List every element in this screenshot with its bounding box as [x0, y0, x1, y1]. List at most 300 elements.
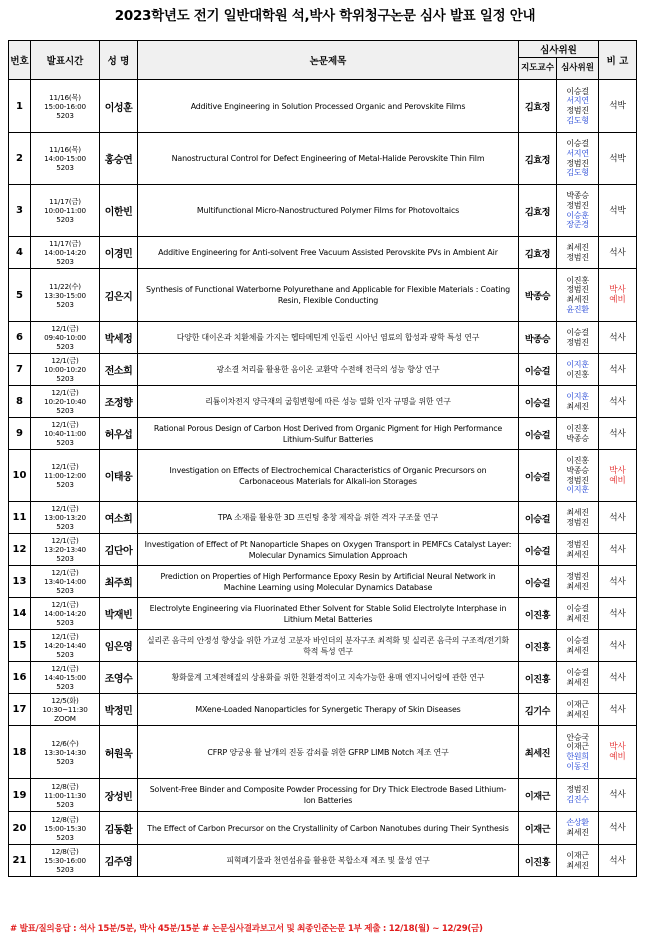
presentation-hours: 13:00-13:20 [44, 513, 86, 522]
student-name: 홍승연 [100, 133, 138, 185]
remark-text: 석사 [609, 672, 626, 683]
student-name: 박재빈 [100, 598, 138, 630]
thesis-title: Nanostructural Control for Defect Engineering of Metal-Halide Perovskite Thin Film [138, 133, 519, 185]
committee-members [557, 322, 599, 354]
committee-member: 박종승 [566, 432, 589, 443]
row-number: 11 [9, 502, 31, 534]
thesis-title: Multifunctional Micro-Nanostructured Polymer Films for Photovoltaics [138, 185, 519, 237]
row-number: 9 [9, 418, 31, 450]
thesis-title: Investigation of Effect of Pt Nanoparticle Shapes on Oxygen Transport in PEMFCs Catalyst Layer: Molecular Dynamics Simulation Approach [138, 534, 519, 566]
presentation-date: 12/6(수) [51, 738, 79, 748]
presentation-time [31, 694, 100, 726]
table-row [9, 726, 637, 779]
remark [599, 450, 637, 502]
row-number: 15 [9, 630, 31, 662]
presentation-time [31, 322, 100, 354]
committee-member: 안승국 [566, 731, 589, 742]
student-name: 여소희 [100, 502, 138, 534]
remark-text: 예비 [609, 295, 626, 305]
thesis-title: TPA 소재를 활용한 3D 프린팅 충창 제작을 위한 격자 구조물 연구 [138, 502, 519, 534]
thesis-title: 다양한 대이온과 치환체를 가지는 헵타메틴계 인돌린 시아닌 염료의 합성과 광학 특성 연구 [138, 322, 519, 354]
thesis-title: Electrolyte Engineering via Fluorinated Ether Solvent for Stable Solid Electrolyte Interphase in Lithium Metal Batteries [138, 598, 519, 630]
presentation-hours: 13:30-14:30 [44, 747, 86, 757]
presentation-time [31, 80, 100, 133]
presentation-time [31, 630, 100, 662]
header-name: 성 명 [100, 41, 138, 80]
committee-member: 정범진 [566, 284, 589, 295]
remark-text: 석사 [609, 512, 626, 523]
thesis-title: Prediction on Properties of High Performance Epoxy Resin by Artificial Neural Network in Machine Learning using Molecular Dynamics Database [138, 566, 519, 598]
student-name: 김주영 [100, 845, 138, 877]
page-title: 2023학년도 전기 일반대학원 석,박사 학위청구논문 심사 발표 일정 안내 [114, 8, 536, 24]
header-time: 발표시간 [31, 41, 100, 80]
committee-member: 정범진 [566, 157, 589, 168]
presentation-room: 5203 [56, 865, 74, 874]
presentation-date: 12/1(금) [51, 420, 79, 429]
committee-member: 이승걸 [566, 602, 589, 613]
table-row [9, 694, 637, 726]
presentation-room: 5203 [56, 480, 74, 489]
committee-members [557, 450, 599, 502]
row-number: 2 [9, 133, 31, 185]
table-row [9, 598, 637, 630]
presentation-date: 12/1(금) [51, 462, 79, 471]
advisor-name: 이재근 [519, 812, 557, 845]
presentation-time [31, 502, 100, 534]
presentation-room: 5203 [56, 163, 74, 172]
committee-member: 박종승 [566, 464, 589, 475]
presentation-hours: 13:20-13:40 [44, 545, 86, 554]
table-row [9, 322, 637, 354]
presentation-room: 5203 [56, 756, 74, 766]
committee-member: 최세진 [566, 644, 589, 655]
presentation-date: 12/8(금) [51, 814, 79, 824]
thesis-title: Investigation on Effects of Electrochemical Characteristics of Organic Precursors on Carbonaceous Materials for Alkali-ion Storages [138, 450, 519, 502]
presentation-room: 5203 [56, 110, 74, 120]
committee-member: 이승걸 [566, 138, 589, 149]
presentation-date: 11/16(목) [49, 92, 81, 102]
schedule-rows [9, 80, 637, 877]
committee-member: 장준경 [566, 219, 589, 230]
presentation-room: 5203 [56, 342, 74, 351]
thesis-title: Additive Engineering for Anti-solvent Free Vacuum Assisted Perovskite PVs in Ambient Air [138, 237, 519, 269]
remark [599, 845, 637, 877]
committee-member: 윤진환 [566, 303, 589, 314]
remark [599, 566, 637, 598]
advisor-name: 이승걸 [519, 502, 557, 534]
presentation-date: 12/1(금) [51, 356, 79, 365]
committee-members [557, 726, 599, 779]
advisor-name: 이승걸 [519, 534, 557, 566]
thesis-title: MXene-Loaded Nanoparticles for Synergetic Therapy of Skin Diseases [138, 694, 519, 726]
committee-members [557, 80, 599, 133]
committee-member: 이승걸 [566, 666, 589, 677]
presentation-date: 12/1(금) [51, 536, 79, 545]
presentation-time [31, 269, 100, 322]
committee-members [557, 566, 599, 598]
presentation-date: 12/5(화) [51, 696, 79, 705]
table-row [9, 269, 637, 322]
remark [599, 133, 637, 185]
row-number: 6 [9, 322, 31, 354]
presentation-date: 12/1(금) [51, 388, 79, 397]
presentation-date: 12/1(금) [51, 504, 79, 513]
student-name: 조영수 [100, 662, 138, 694]
student-name: 임은영 [100, 630, 138, 662]
remark [599, 322, 637, 354]
presentation-room: 5203 [56, 832, 74, 842]
presentation-room: 5203 [56, 299, 74, 309]
advisor-name: 이승걸 [519, 418, 557, 450]
remark-text: 석사 [609, 790, 626, 800]
committee-member: 이진홍 [566, 455, 589, 466]
student-name: 장성빈 [100, 779, 138, 812]
committee-member: 정범진 [566, 570, 589, 581]
student-name: 박세정 [100, 322, 138, 354]
committee-member: 박종승 [566, 190, 589, 201]
committee-member: 최세진 [566, 676, 589, 687]
row-number: 5 [9, 269, 31, 322]
presentation-time [31, 354, 100, 386]
table-row [9, 450, 637, 502]
committee-member: 이재근 [566, 698, 589, 709]
committee-member: 이지훈 [566, 484, 589, 495]
advisor-name: 김효정 [519, 185, 557, 237]
student-name: 이성훈 [100, 80, 138, 133]
header-members: 심사위원 [557, 58, 599, 80]
committee-members [557, 418, 599, 450]
presentation-room: 5203 [56, 374, 74, 383]
header-remark: 비 고 [599, 41, 637, 80]
remark-text: 석사 [609, 428, 626, 439]
presentation-time [31, 566, 100, 598]
thesis-title: CFRP 양궁용 활 날개의 진동 감쇠를 위한 GFRP LIMB Notch 제조 연구 [138, 726, 519, 779]
table-row [9, 502, 637, 534]
committee-member: 이승걸 [566, 634, 589, 645]
presentation-hours: 14:00-14:20 [44, 248, 86, 257]
presentation-room: 5203 [56, 682, 74, 691]
presentation-hours: 14:00-14:20 [44, 609, 86, 618]
presentation-date: 11/16(목) [49, 145, 81, 154]
remark-text: 석사 [609, 332, 626, 343]
advisor-name: 최세진 [519, 726, 557, 779]
committee-member: 이승걸 [566, 85, 589, 96]
presentation-time [31, 237, 100, 269]
presentation-room: 5203 [56, 215, 74, 224]
committee-members [557, 812, 599, 845]
table-row [9, 534, 637, 566]
committee-member: 정범진 [566, 516, 589, 527]
presentation-time [31, 598, 100, 630]
table-row [9, 133, 637, 185]
committee-member: 최세진 [566, 708, 589, 719]
table-row [9, 630, 637, 662]
committee-member: 한원희 [566, 751, 589, 761]
thesis-title: Rational Porous Design of Carbon Host Derived from Organic Pigment for High Performance Lithium-Sulfur Batteries [138, 418, 519, 450]
presentation-room: 5203 [56, 522, 74, 531]
presentation-hours: 14:40-15:00 [44, 673, 86, 682]
table-row [9, 80, 637, 133]
committee-member: 정범진 [566, 251, 589, 262]
remark-text: 석사 [609, 704, 626, 715]
committee-member: 최세진 [566, 859, 589, 870]
committee-member: 최세진 [566, 241, 589, 252]
row-number: 4 [9, 237, 31, 269]
committee-member: 최세진 [566, 548, 589, 559]
advisor-name: 이진홍 [519, 845, 557, 877]
presentation-hours: 14:00-15:00 [44, 154, 86, 163]
committee-members [557, 662, 599, 694]
presentation-hours: 09:40-10:00 [44, 333, 86, 342]
remark [599, 502, 637, 534]
remark [599, 662, 637, 694]
student-name: 조정향 [100, 386, 138, 418]
advisor-name: 이진홍 [519, 598, 557, 630]
committee-members [557, 386, 599, 418]
committee-members [557, 237, 599, 269]
header-no: 번호 [9, 41, 31, 80]
presentation-room: ZOOM [54, 714, 76, 723]
committee-members [557, 534, 599, 566]
presentation-time [31, 386, 100, 418]
row-number: 8 [9, 386, 31, 418]
student-name: 이경민 [100, 237, 138, 269]
committee-members [557, 630, 599, 662]
presentation-hours: 10:40-11:00 [44, 429, 86, 438]
advisor-name: 이재근 [519, 779, 557, 812]
committee-member: 이재근 [566, 849, 589, 860]
row-number: 1 [9, 80, 31, 133]
table-row [9, 386, 637, 418]
presentation-hours: 13:40-14:00 [44, 577, 86, 586]
remark [599, 418, 637, 450]
student-name: 김은지 [100, 269, 138, 322]
row-number: 17 [9, 694, 31, 726]
advisor-name: 이승걸 [519, 450, 557, 502]
presentation-time [31, 726, 100, 779]
student-name: 김단아 [100, 534, 138, 566]
remark-text: 석사 [609, 823, 626, 833]
presentation-room: 5203 [56, 438, 74, 447]
presentation-room: 5203 [56, 554, 74, 563]
remark-text: 석사 [609, 640, 626, 651]
advisor-name: 이진홍 [519, 630, 557, 662]
remark [599, 185, 637, 237]
row-number: 21 [9, 845, 31, 877]
committee-members [557, 598, 599, 630]
remark [599, 269, 637, 322]
header-thesis: 논문제목 [138, 41, 519, 80]
row-number: 16 [9, 662, 31, 694]
presentation-time [31, 534, 100, 566]
committee-member: 최세진 [566, 827, 589, 837]
row-number: 10 [9, 450, 31, 502]
presentation-time [31, 185, 100, 237]
advisor-name: 김효정 [519, 133, 557, 185]
committee-member: 이진홍 [566, 274, 589, 285]
thesis-title: Solvent-Free Binder and Composite Powder Processing for Dry Thick Electrode Based Lithium-Ion Batteries [138, 779, 519, 812]
committee-member: 김도형 [566, 114, 589, 125]
presentation-room: 5203 [56, 799, 74, 809]
row-number: 20 [9, 812, 31, 845]
committee-member: 서지연 [566, 95, 589, 106]
presentation-time [31, 845, 100, 877]
presentation-hours: 10:20-10:40 [44, 397, 86, 406]
advisor-name: 김효정 [519, 80, 557, 133]
committee-member: 정범진 [566, 336, 589, 347]
committee-member: 최세진 [566, 612, 589, 623]
remark-text: 박사 [609, 285, 626, 295]
presentation-date: 12/1(금) [51, 324, 79, 333]
committee-member: 이승훈 [566, 209, 589, 220]
advisor-name: 박종승 [519, 322, 557, 354]
remark [599, 812, 637, 845]
remark [599, 779, 637, 812]
presentation-date: 11/17(금) [49, 197, 81, 206]
presentation-hours: 11:00-12:00 [44, 471, 86, 480]
remark-text: 석사 [609, 608, 626, 619]
remark-text: 석박 [609, 101, 626, 111]
thesis-title: 리튬이차전지 양극재의 굽힘변형에 따른 성능 열화 인자 규명을 위한 연구 [138, 386, 519, 418]
table-row [9, 812, 637, 845]
presentation-room: 5203 [56, 650, 74, 659]
thesis-title: 광소결 처리를 활용한 음이온 교환막 수전해 전극의 성능 향상 연구 [138, 354, 519, 386]
footer-note: # 발표/질의응답 : 석사 15분/5분, 박사 45분/15분 # 논문심사결과보고서 및 최종인준논문 1부 제출 : 12/18(월) ~ 12/29(금) [10, 924, 483, 934]
row-number: 7 [9, 354, 31, 386]
remark-text: 석사 [609, 576, 626, 587]
committee-member: 이승걸 [566, 326, 589, 337]
committee-members [557, 269, 599, 322]
presentation-room: 5203 [56, 406, 74, 415]
presentation-hours: 14:20-14:40 [44, 641, 86, 650]
presentation-hours: 10:00-11:00 [44, 206, 86, 215]
presentation-room: 5203 [56, 586, 74, 595]
presentation-hours: 10:30~11:30 [42, 705, 88, 714]
row-number: 18 [9, 726, 31, 779]
committee-member: 이동진 [566, 760, 589, 771]
advisor-name: 이승걸 [519, 354, 557, 386]
presentation-time [31, 133, 100, 185]
committee-member: 이진홍 [566, 368, 589, 379]
student-name: 김동환 [100, 812, 138, 845]
header-committee: 심사위원 [519, 41, 599, 58]
schedule-table [8, 40, 637, 877]
presentation-date: 12/1(금) [51, 632, 79, 641]
table-row [9, 237, 637, 269]
committee-members [557, 502, 599, 534]
committee-members [557, 133, 599, 185]
presentation-room: 5203 [56, 618, 74, 627]
presentation-room: 5203 [56, 257, 74, 266]
remark-text: 예비 [609, 752, 626, 762]
presentation-hours: 10:00-10:20 [44, 365, 86, 374]
thesis-title: Additive Engineering in Solution Processed Organic and Perovskite Films [138, 80, 519, 133]
remark-text: 예비 [609, 475, 626, 486]
header-advisor: 지도교수 [519, 58, 557, 80]
committee-member: 정범진 [566, 199, 589, 210]
advisor-name: 김기수 [519, 694, 557, 726]
table-row [9, 845, 637, 877]
thesis-title: Synthesis of Functional Waterborne Polyurethane and Applicable for Flexible Materials : Coating Resin, Flexible Conducting [138, 269, 519, 322]
presentation-date: 11/22(수) [49, 281, 81, 291]
remark [599, 694, 637, 726]
remark-text: 석사 [609, 364, 626, 375]
remark [599, 598, 637, 630]
student-name: 최주희 [100, 566, 138, 598]
student-name: 박정민 [100, 694, 138, 726]
table-row [9, 779, 637, 812]
table-row [9, 418, 637, 450]
remark-text: 박사 [609, 742, 626, 752]
presentation-time [31, 418, 100, 450]
committee-member: 정범진 [566, 474, 589, 485]
advisor-name: 박종승 [519, 269, 557, 322]
presentation-date: 12/8(금) [51, 781, 79, 791]
presentation-hours: 15:00-15:30 [44, 823, 86, 833]
remark-text: 박사 [609, 465, 626, 476]
student-name: 이태웅 [100, 450, 138, 502]
committee-member: 최세진 [566, 400, 589, 411]
row-number: 12 [9, 534, 31, 566]
thesis-title: 실리콘 음극의 안정성 향상을 위한 가교성 고분자 바인더의 분자구조 최적화 및 실리콘 음극의 구조적/전기화학적 특성 연구 [138, 630, 519, 662]
thesis-title: 피혁폐기물과 천연섬유를 활용한 복합소재 제조 및 물성 연구 [138, 845, 519, 877]
presentation-date: 12/1(금) [51, 600, 79, 609]
presentation-date: 12/1(금) [51, 664, 79, 673]
committee-member: 정범진 [566, 784, 589, 795]
committee-members [557, 354, 599, 386]
committee-member: 이재근 [566, 741, 589, 752]
thesis-title: 황화물계 고체전해질의 상용화를 위한 친환경적이고 지속가능한 용매 엔지니어링에 관한 연구 [138, 662, 519, 694]
remark [599, 80, 637, 133]
remark [599, 726, 637, 779]
advisor-name: 김효정 [519, 237, 557, 269]
table-row [9, 566, 637, 598]
advisor-name: 이진홍 [519, 662, 557, 694]
row-number: 19 [9, 779, 31, 812]
committee-member: 김진수 [566, 794, 589, 804]
presentation-date: 11/17(금) [49, 239, 81, 248]
row-number: 3 [9, 185, 31, 237]
remark-text: 석사 [609, 396, 626, 407]
presentation-time [31, 662, 100, 694]
committee-member: 정범진 [566, 105, 589, 115]
committee-members [557, 185, 599, 237]
committee-member: 김도형 [566, 167, 589, 178]
remark [599, 354, 637, 386]
committee-member: 이진홍 [566, 422, 589, 433]
committee-member: 최세진 [566, 580, 589, 591]
presentation-time [31, 450, 100, 502]
remark-text: 석사 [609, 544, 626, 555]
committee-members [557, 694, 599, 726]
row-number: 13 [9, 566, 31, 598]
committee-members [557, 845, 599, 877]
presentation-time [31, 779, 100, 812]
table-row [9, 354, 637, 386]
committee-member: 손상환 [566, 817, 589, 828]
presentation-date: 12/1(금) [51, 568, 79, 577]
row-number: 14 [9, 598, 31, 630]
advisor-name: 이승걸 [519, 566, 557, 598]
presentation-hours: 15:00-16:00 [44, 101, 86, 111]
presentation-time [31, 812, 100, 845]
committee-member: 정범진 [566, 538, 589, 549]
remark-text: 석사 [609, 855, 626, 866]
committee-member: 이지훈 [566, 358, 589, 369]
remark [599, 237, 637, 269]
presentation-hours: 15:30-16:00 [44, 856, 86, 865]
committee-members [557, 779, 599, 812]
